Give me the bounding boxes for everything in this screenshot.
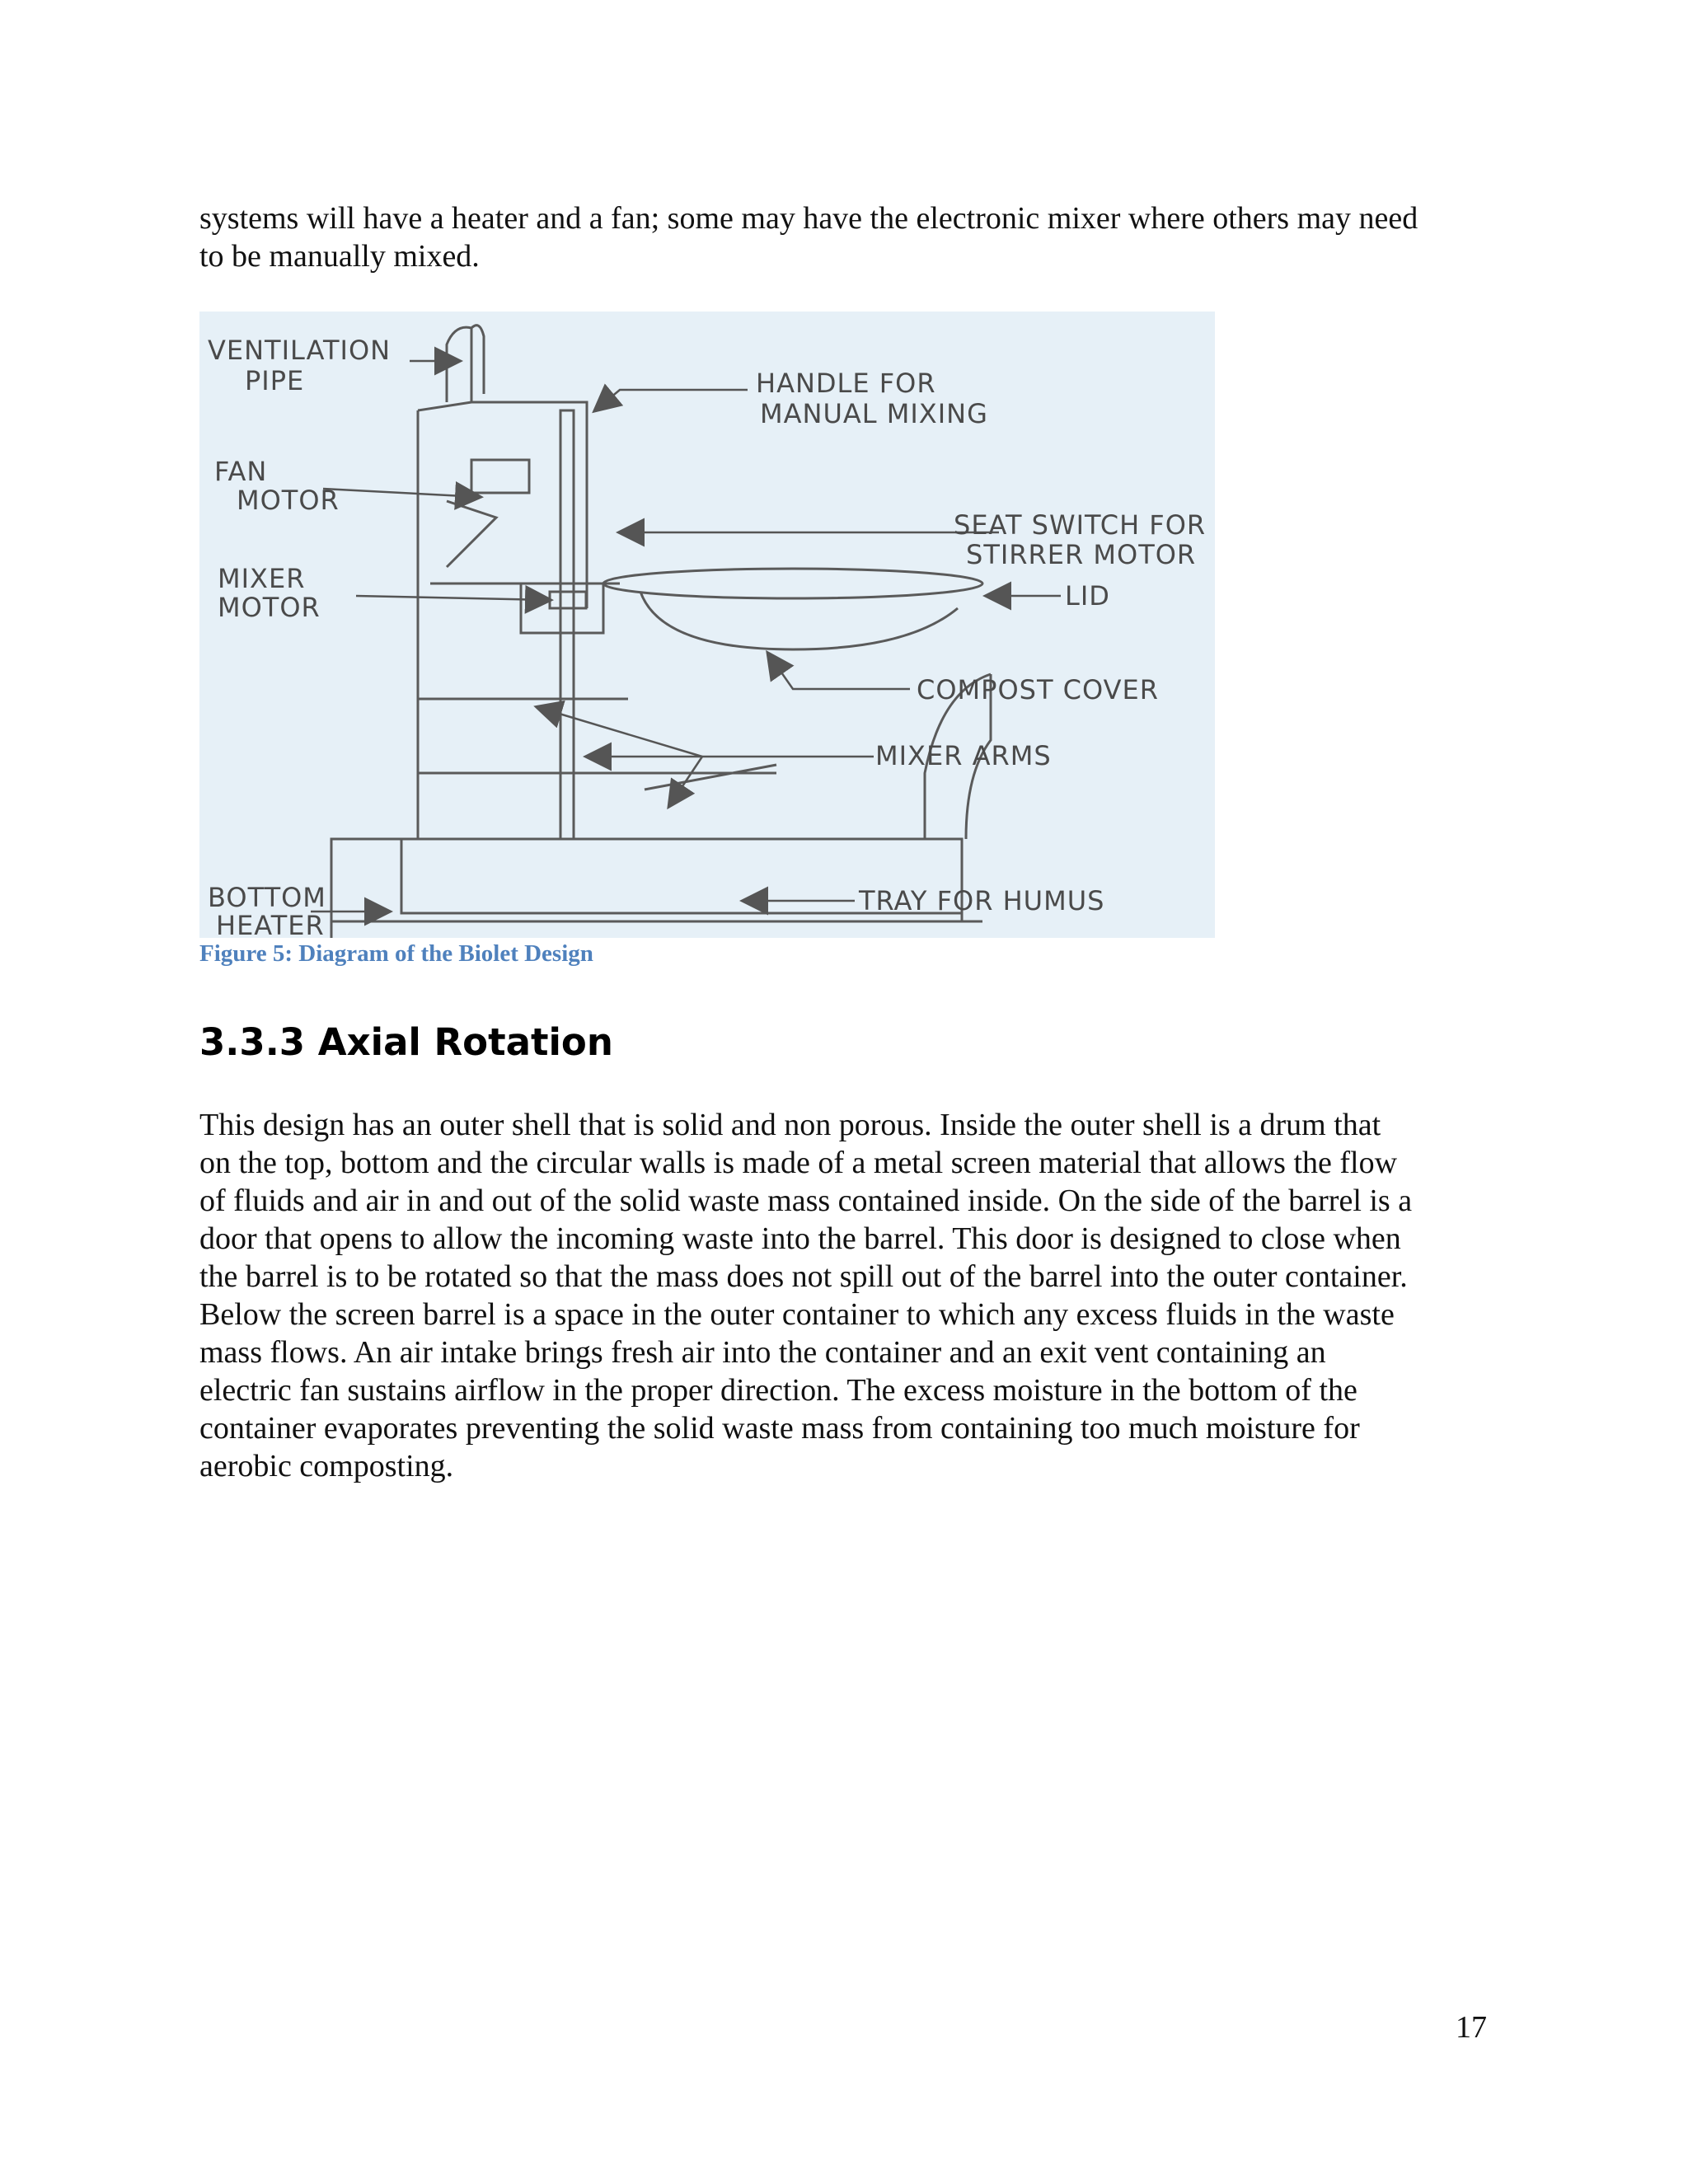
label-compost-cover: COMPOST COVER [917,674,1159,705]
label-mixer-motor: MIXER [218,563,306,594]
label-handle-2: MANUAL MIXING [760,398,988,429]
biolet-diagram-figure [199,312,1215,938]
label-ventilation-pipe: VENTILATION [208,335,392,366]
label-bottom-heater: BOTTOM [208,882,326,913]
label-mixer-arms: MIXER ARMS [875,740,1052,771]
label-lid: LID [1065,580,1110,612]
label-ventilation-pipe-2: PIPE [245,365,305,396]
intro-paragraph: systems will have a heater and a fan; some may have the electronic mixer where others may need to be manually mixed. [199,201,1418,274]
label-seat-switch-2: STIRRER MOTOR [966,539,1197,570]
figure-caption: Figure 5: Diagram of the Biolet Design [199,940,593,967]
label-seat-switch: SEAT SWITCH FOR [954,509,1207,541]
label-handle: HANDLE FOR [756,368,936,399]
biolet-sketch [199,312,1215,938]
label-fan-motor: FAN [214,456,268,487]
label-tray: TRAY FOR HUMUS [859,885,1105,916]
label-bottom-heater-2: HEATER [216,910,325,938]
page-number: 17 [1456,2010,1487,2045]
body-paragraph: This design has an outer shell that is solid and non porous. Inside the outer shell is a drum that on the top, bottom and the circular walls is made of a metal screen material that allows the flow of fluids and air in and out of the solid waste mass contained inside. On the side of the barrel is a door that opens to allow the incoming waste into the barrel. This door is designed to close when the barrel is to be rotated so that the mass does not spill out of the barrel into the outer container. Below the screen barrel is a space in the outer container to which any excess fluids in the waste mass flows. An air intake brings fresh air into the container and an exit vent containing an electric fan sustains airflow in the proper direction. The excess moisture in the bottom of the container evaporates preventing the solid waste mass from containing too much moisture for aerobic composting. [199,1108,1413,1483]
label-mixer-motor-2: MOTOR [218,592,321,623]
label-fan-motor-2: MOTOR [237,485,340,516]
section-heading: 3.3.3 Axial Rotation [199,1020,613,1064]
